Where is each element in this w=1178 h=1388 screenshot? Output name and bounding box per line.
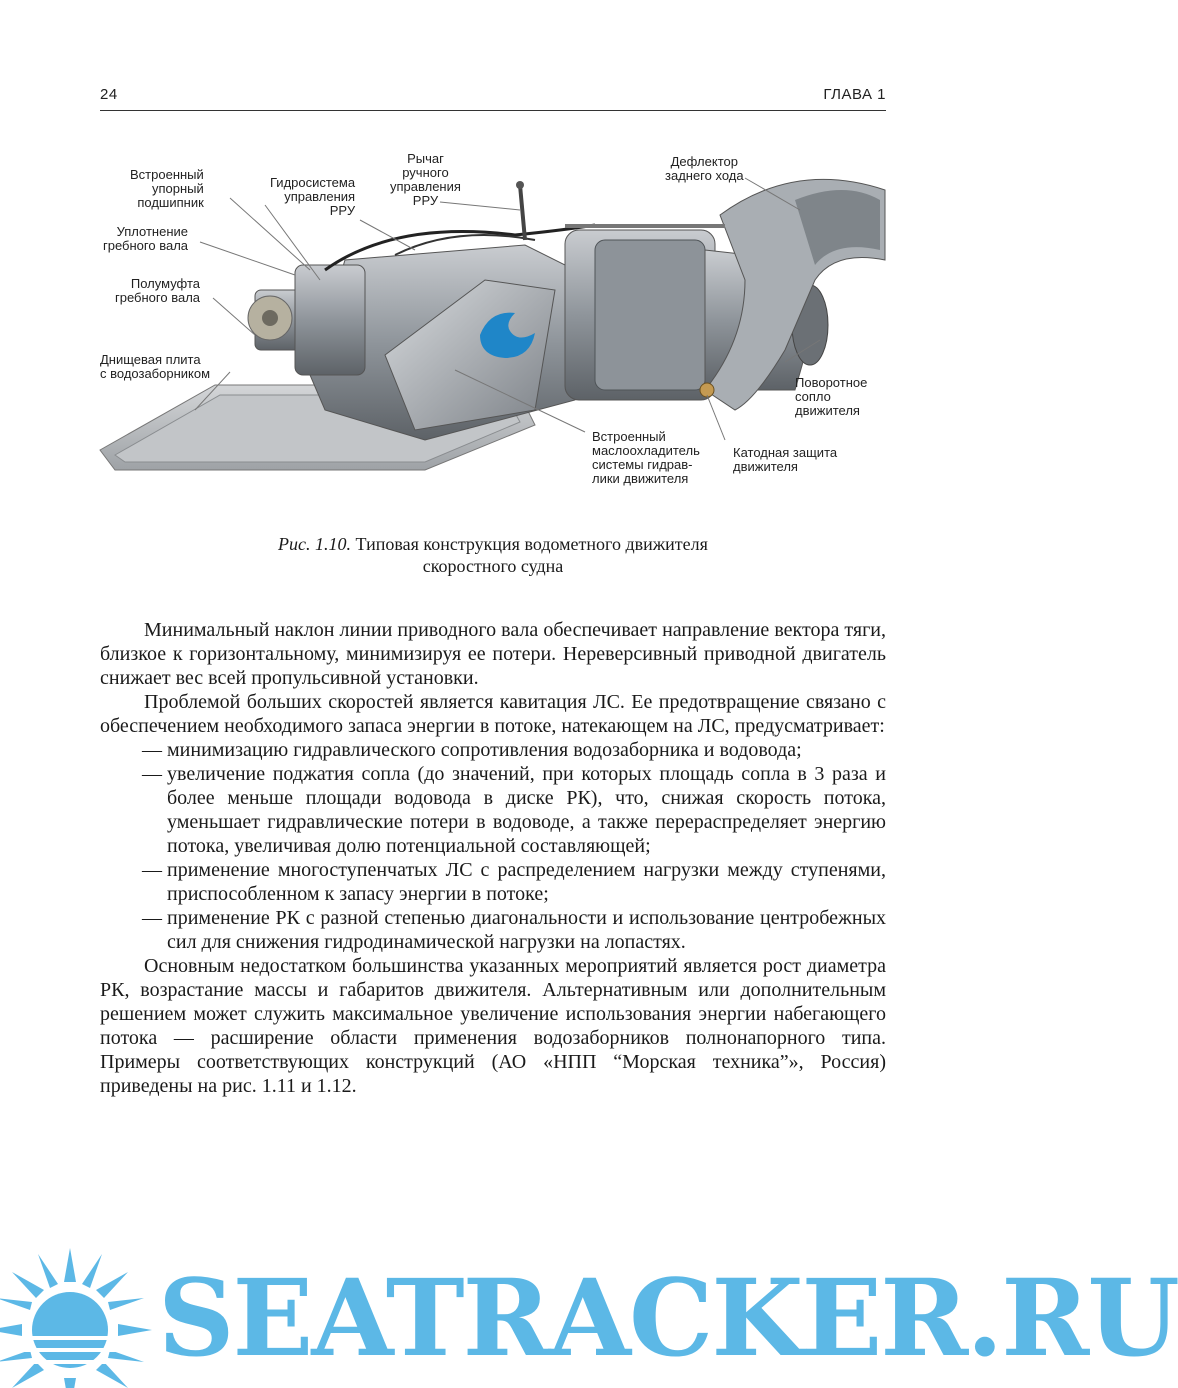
paragraph-2: Проблемой больших скоростей является кавитация ЛС. Ее предотвращение связано с обеспечением необходимого запаса энергии в потоке, натекающем на ЛС, предусматривает: <box>100 691 886 737</box>
label-reverse-deflector: Дефлектор заднего хода <box>665 154 744 183</box>
header-rule <box>100 110 886 111</box>
label-shaft-seal: Уплотнение гребного вала <box>103 224 189 253</box>
label-cathodic-protection: Катодная защита движителя <box>733 445 838 474</box>
page-number: 24 <box>100 86 118 103</box>
cathodic-anode <box>700 383 714 397</box>
label-hydraulic-system: Гидросистема управления РРУ <box>270 175 356 218</box>
chapter-title: ГЛАВА 1 <box>823 86 886 103</box>
caption-line-2: скоростного судна <box>422 556 564 576</box>
bearing-housing <box>295 265 365 375</box>
manual-lever <box>520 185 525 240</box>
label-half-coupling: Полумуфта гребного вала <box>115 276 201 305</box>
label-manual-lever: Рычаг ручного управления РРУ <box>390 151 461 208</box>
caption-line-1: Типовая конструкция водометного движителя <box>355 534 708 554</box>
paragraph-3: Основным недостатком большинства указанных мероприятий является рост диаметра РК, возрастание массы и габаритов движителя. Альтернативным или дополнительным решением может служить максимальное увеличение использования энергии набегающего потока — расширение области применения водозаборников полнонапорного типа. Примеры соответствующих конструкций (АО «НПП “Морская техника”», Россия) приведены на рис. 1.11 и 1.12. <box>100 955 886 1097</box>
list-item: — увеличение поджатия сопла (до значений, при которых площадь сопла в 3 раза и более меньше площади водовода в диске РК), что, снижая скорость потока, уменьшает гидравлические потери в водоводе, а также перераспределяет энергию потока, увеличивая долю потенциальной составляющей; <box>142 763 886 857</box>
caption-number: Рис. 1.10. <box>278 534 352 554</box>
watermark-text: SEATRACKER.RU <box>158 1255 1178 1380</box>
list-item: — применение многоступенчатых ЛС с распределением нагрузки между ступенями, приспособленном к запасу энергии в потоке; <box>142 859 886 905</box>
label-steering-nozzle: Поворотное сопло движителя <box>795 375 868 418</box>
list-item: — применение РК с разной степенью диагональности и использование центробежных сил для снижения гидродинамической нагрузки на лопастях. <box>142 907 886 953</box>
label-thrust-bearing: Встроенный упорный подшипник <box>130 167 204 210</box>
label-oil-cooler: Встроенный маслоохладитель системы гидрав- лики движителя <box>592 429 700 486</box>
paragraph-1: Минимальный наклон линии приводного вала обеспечивает направление вектора тяги, близкое к горизонтальному, минимизируя ее потери. Нереверсивный приводной двигатель снижает вес всей пропульсивной установки. <box>100 619 886 689</box>
figure-caption <box>100 533 886 577</box>
waterjet-figure <box>95 140 895 520</box>
body-text <box>100 618 886 1098</box>
label-bottom-plate: Днищевая плита с водозаборником <box>100 352 211 381</box>
list-item: — минимизацию гидравлического сопротивления водозаборника и водовода; <box>142 739 802 761</box>
